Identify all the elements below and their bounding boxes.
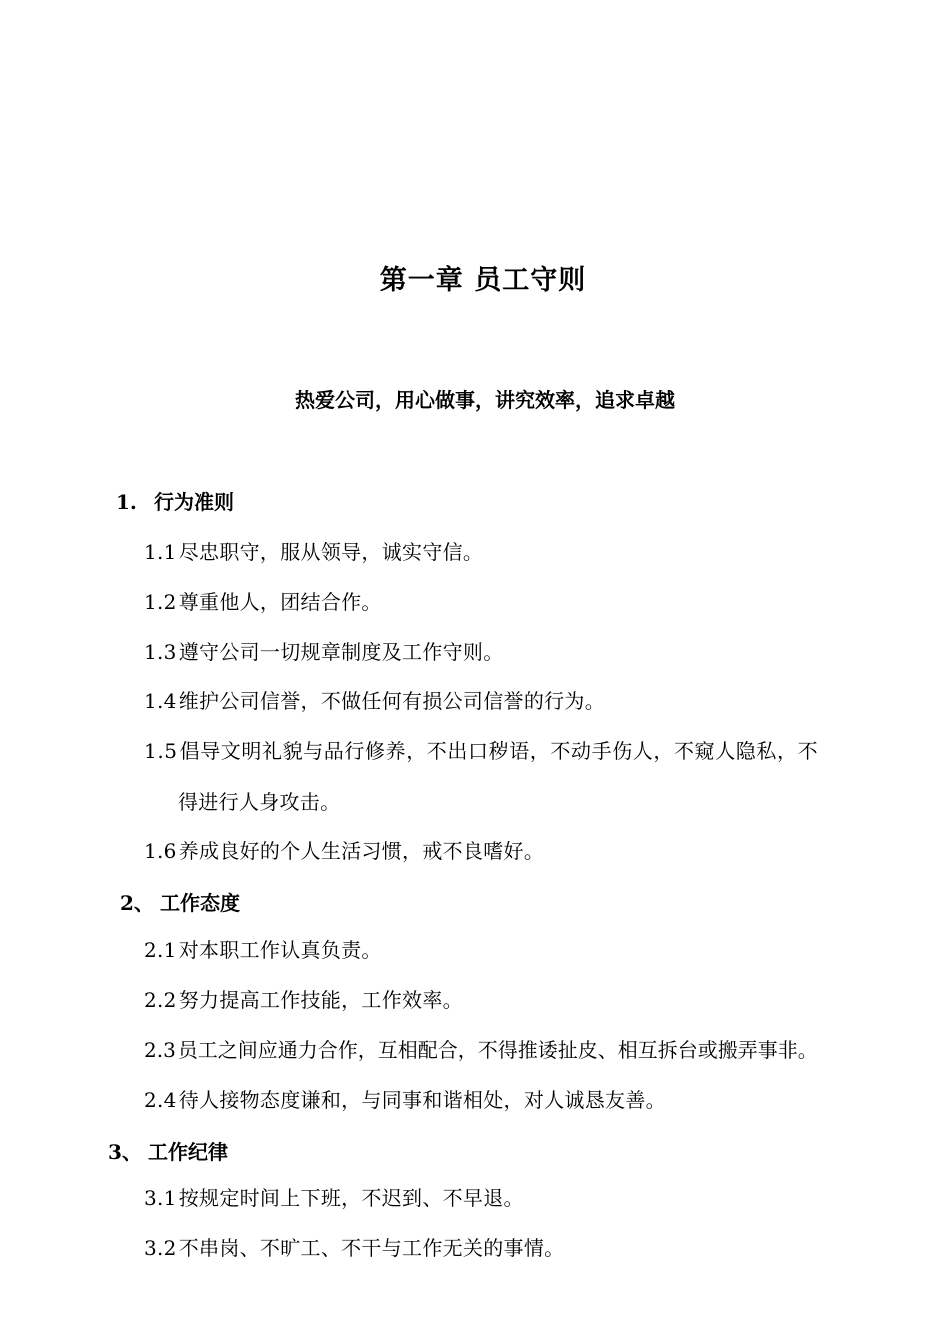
item-text: 遵守公司一切规章制度及工作守则。 (178, 640, 504, 664)
list-item (144, 636, 504, 665)
item-text: 尽忠职守，服从领导，诚实守信。 (178, 540, 484, 564)
item-text: 维护公司信誉，不做任何有损公司信誉的行为。 (178, 689, 606, 713)
section-title: 行为准则 (154, 490, 234, 514)
item-number: 1.1 (144, 540, 177, 564)
section-title: 工作纪律 (148, 1140, 228, 1164)
section-number: 2、 (120, 891, 154, 915)
item-number: 1.3 (144, 640, 177, 664)
item-text: 按规定时间上下班，不迟到、不早退。 (178, 1186, 524, 1210)
item-number: 2.3 (144, 1038, 176, 1062)
list-item (144, 586, 382, 615)
list-item (144, 1034, 818, 1063)
list-item (144, 835, 544, 864)
list-item (144, 1232, 564, 1261)
item-number: 2.2 (144, 988, 177, 1012)
section-heading-3 (108, 1136, 228, 1165)
list-item (144, 934, 382, 963)
item-text: 养成良好的个人生活习惯，戒不良嗜好。 (178, 839, 545, 863)
item-text: 尊重他人，团结合作。 (178, 590, 382, 614)
item-number: 2.1 (144, 938, 177, 962)
list-item (144, 984, 463, 1013)
item-number: 2.4 (144, 1088, 177, 1112)
item-text: 倡导文明礼貌与品行修养，不出口秽语，不动手伤人，不窥人隐私，不 (179, 739, 819, 763)
list-item (144, 536, 483, 565)
item-text: 员工之间应通力合作，互相配合，不得推诿扯皮、相互拆台或搬弄事非。 (177, 1038, 818, 1062)
item-number: 1.2 (144, 590, 177, 614)
item-number: 3.2 (144, 1236, 177, 1260)
item-number: 1.4 (144, 689, 177, 713)
section-number: 3、 (108, 1140, 142, 1164)
motto: 热爱公司，用心做事，讲究效率，追求卓越 (295, 388, 675, 412)
section-title: 工作态度 (160, 891, 240, 915)
list-item (144, 1084, 666, 1113)
item-number: 3.1 (144, 1186, 177, 1210)
item-text: 待人接物态度谦和，与同事和谐相处，对人诚恳友善。 (178, 1088, 666, 1112)
list-item (144, 685, 605, 714)
item-text: 对本职工作认真负责。 (178, 938, 382, 962)
section-heading-1 (116, 486, 234, 515)
list-item (144, 735, 818, 764)
item-text: 不串岗、不旷工、不干与工作无关的事情。 (178, 1236, 565, 1260)
list-item (144, 1182, 524, 1211)
section-number: 1. (116, 490, 137, 514)
item-number: 1.5 (144, 739, 178, 763)
item-number: 1.6 (144, 839, 177, 863)
list-item-continuation: 得进行人身攻击。 (178, 790, 341, 814)
chapter-title: 第一章 员工守则 (379, 265, 587, 296)
item-text: 努力提高工作技能，工作效率。 (178, 988, 463, 1012)
section-heading-2 (120, 887, 240, 916)
